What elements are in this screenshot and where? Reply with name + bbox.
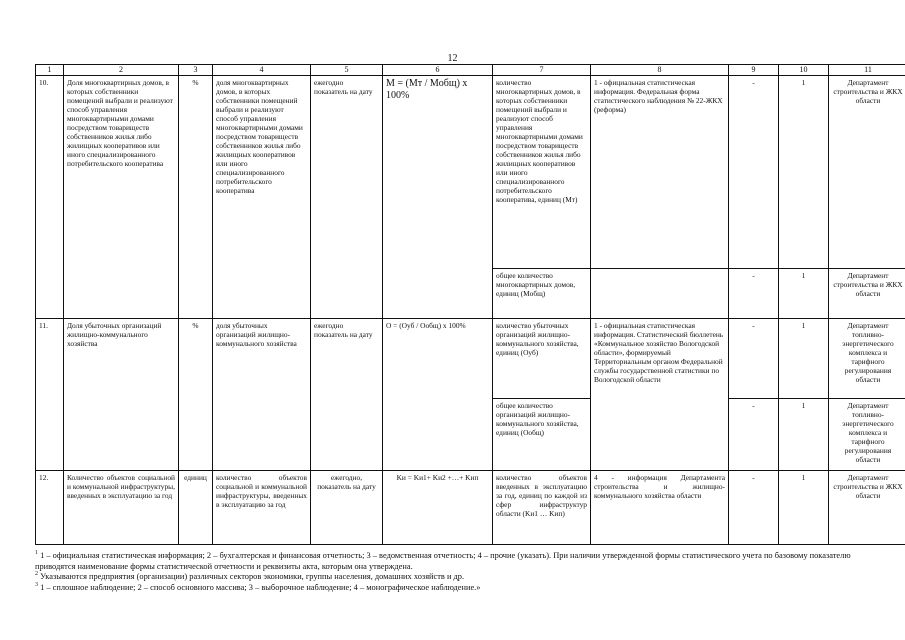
footnote-item [35,572,887,583]
responsible-cell: Департамент строительства и ЖКХ области [829,75,905,268]
formula-cell: O = (Oуб / Oобщ) x 100% [383,318,493,470]
definition-cell: доля многоквартирных домов, в которых собственники помещений выбрали и реализуют способ управления многоквартирными домами посредством товариществ собственников жилья либо жилищных кооперативов или иного специализированного потребительского кооператива [213,75,311,318]
col9-cell: - [729,268,779,318]
header-cell: 7 [493,65,591,76]
base-indicator-cell: количество убыточных организаций жилищно-коммунального хозяйства, единиц (Oуб) [493,318,591,398]
header-cell: 6 [383,65,493,76]
source-cell-empty [591,268,729,318]
indicator-name: Доля убыточных организаций жилищно-коммунального хозяйства [64,318,179,470]
row-number: 10. [36,75,64,318]
footnote-item [35,551,887,572]
header-cell: 1 [36,65,64,76]
row-number: 12. [36,470,64,544]
header-cell: 4 [213,65,311,76]
responsible-cell: Департамент строительства и ЖКХ области [829,470,905,544]
unit-cell: % [179,75,213,318]
col10-cell: 1 [779,75,829,268]
source-cell: 1 - официальная статистическая информация. Статистический бюллетень «Коммунальное хозяйство Вологодской области», формируемый Территориальным органом Федеральной службы государственной статистики по Вологодской области [591,318,729,470]
header-cell: 2 [64,65,179,76]
unit-cell: единиц [179,470,213,544]
header-cell: 3 [179,65,213,76]
indicator-name: Доля многоквартирных домов, в которых собственники помещений выбрали и реализуют способ управления многоквартирными домами посредством товариществ собственников жилья либо жилищных кооперативов или иного специализированного потребительского кооператива [64,75,179,318]
header-row [36,65,905,76]
col9-cell: - [729,470,779,544]
responsible-cell: Департамент топливно-энергетического комплекса и тарифного регулирования области [829,398,905,470]
col10-cell: 1 [779,470,829,544]
row-number: 11. [36,318,64,470]
base-indicator-cell: общее количество организаций жилищно-коммунального хозяйства, единиц (Oобщ) [493,398,591,470]
base-indicator-cell: количество многоквартирных домов, в которых собственники помещений выбрали и реализуют способ управления многоквартирными домами посредством товариществ собственников жилья либо жилищных кооперативов или иного специализированного потребительского кооператива, единиц (Mт) [493,75,591,268]
table-row [36,75,905,268]
footnotes [35,551,887,594]
table-row [36,470,905,544]
source-cell: 1 - официальная статистическая информация. Федеральная форма статистического наблюдения № 22-ЖКХ (реформа) [591,75,729,268]
col10-cell: 1 [779,318,829,398]
header-cell: 11 [829,65,905,76]
header-cell: 10 [779,65,829,76]
formula-cell: M = (Mт / Mобщ) x 100% [383,75,493,318]
periodicity-cell: ежегодно, показатель на дату [311,470,383,544]
col9-cell: - [729,75,779,268]
footnote-mark: 3 [35,582,38,589]
footnote-text: 1 – сплошное наблюдение; 2 – способ основного массива; 3 – выборочное наблюдение; 4 – монографическое наблюдение.» [38,583,481,593]
source-cell: 4 - информация Департамента строительства и жилищно-коммунального хозяйства области [591,470,729,544]
responsible-cell: Департамент топливно-энергетического комплекса и тарифного регулирования области [829,318,905,398]
footnote-mark: 1 [35,550,38,557]
header-cell: 5 [311,65,383,76]
definition-cell: количество объектов социальной и коммунальной инфраструктуры, введенных в эксплуатацию за год [213,470,311,544]
header-cell: 9 [729,65,779,76]
page-number: 12 [447,53,458,64]
footnote-text: Указываются предприятия (организации) различных секторов экономики, группы населения, домашних хозяйств и др. [38,572,465,582]
col10-cell: 1 [779,268,829,318]
formula-cell: Kи = Kи1+ Kи2 +…+ Kип [383,470,493,544]
periodicity-cell: ежегодно показатель на дату [311,318,383,470]
indicator-name: Количество объектов социальной и коммунальной инфраструктуры, введенных в эксплуатацию за год [64,470,179,544]
footnote-item [35,583,887,594]
footnote-mark: 2 [35,571,38,578]
col10-cell: 1 [779,398,829,470]
unit-cell: % [179,318,213,470]
definition-cell: доля убыточных организаций жилищно-коммунального хозяйства [213,318,311,470]
col9-cell: - [729,318,779,398]
base-indicator-cell: общее количество многоквартирных домов, единиц (Mобщ) [493,268,591,318]
col9-cell: - [729,398,779,470]
periodicity-cell: ежегодно показатель на дату [311,75,383,318]
header-cell: 8 [591,65,729,76]
responsible-cell: Департамент строительства и ЖКХ области [829,268,905,318]
indicators-table [35,64,905,545]
table-row [36,318,905,398]
base-indicator-cell: количество объектов введенных в эксплуатацию за год, единиц по каждой из сфер инфраструктур области (Kи1 … Kип) [493,470,591,544]
footnote-text: 1 – официальная статистическая информация; 2 – бухгалтерская и финансовая отчетность; 3 – ведомственная отчетность; 4 – прочие (указать). При наличии утвержденной формы статистического учета по базовому показателю приводятся наименование формы статистической отчетности и реквизиты акта, которым она утверждена. [35,551,851,571]
